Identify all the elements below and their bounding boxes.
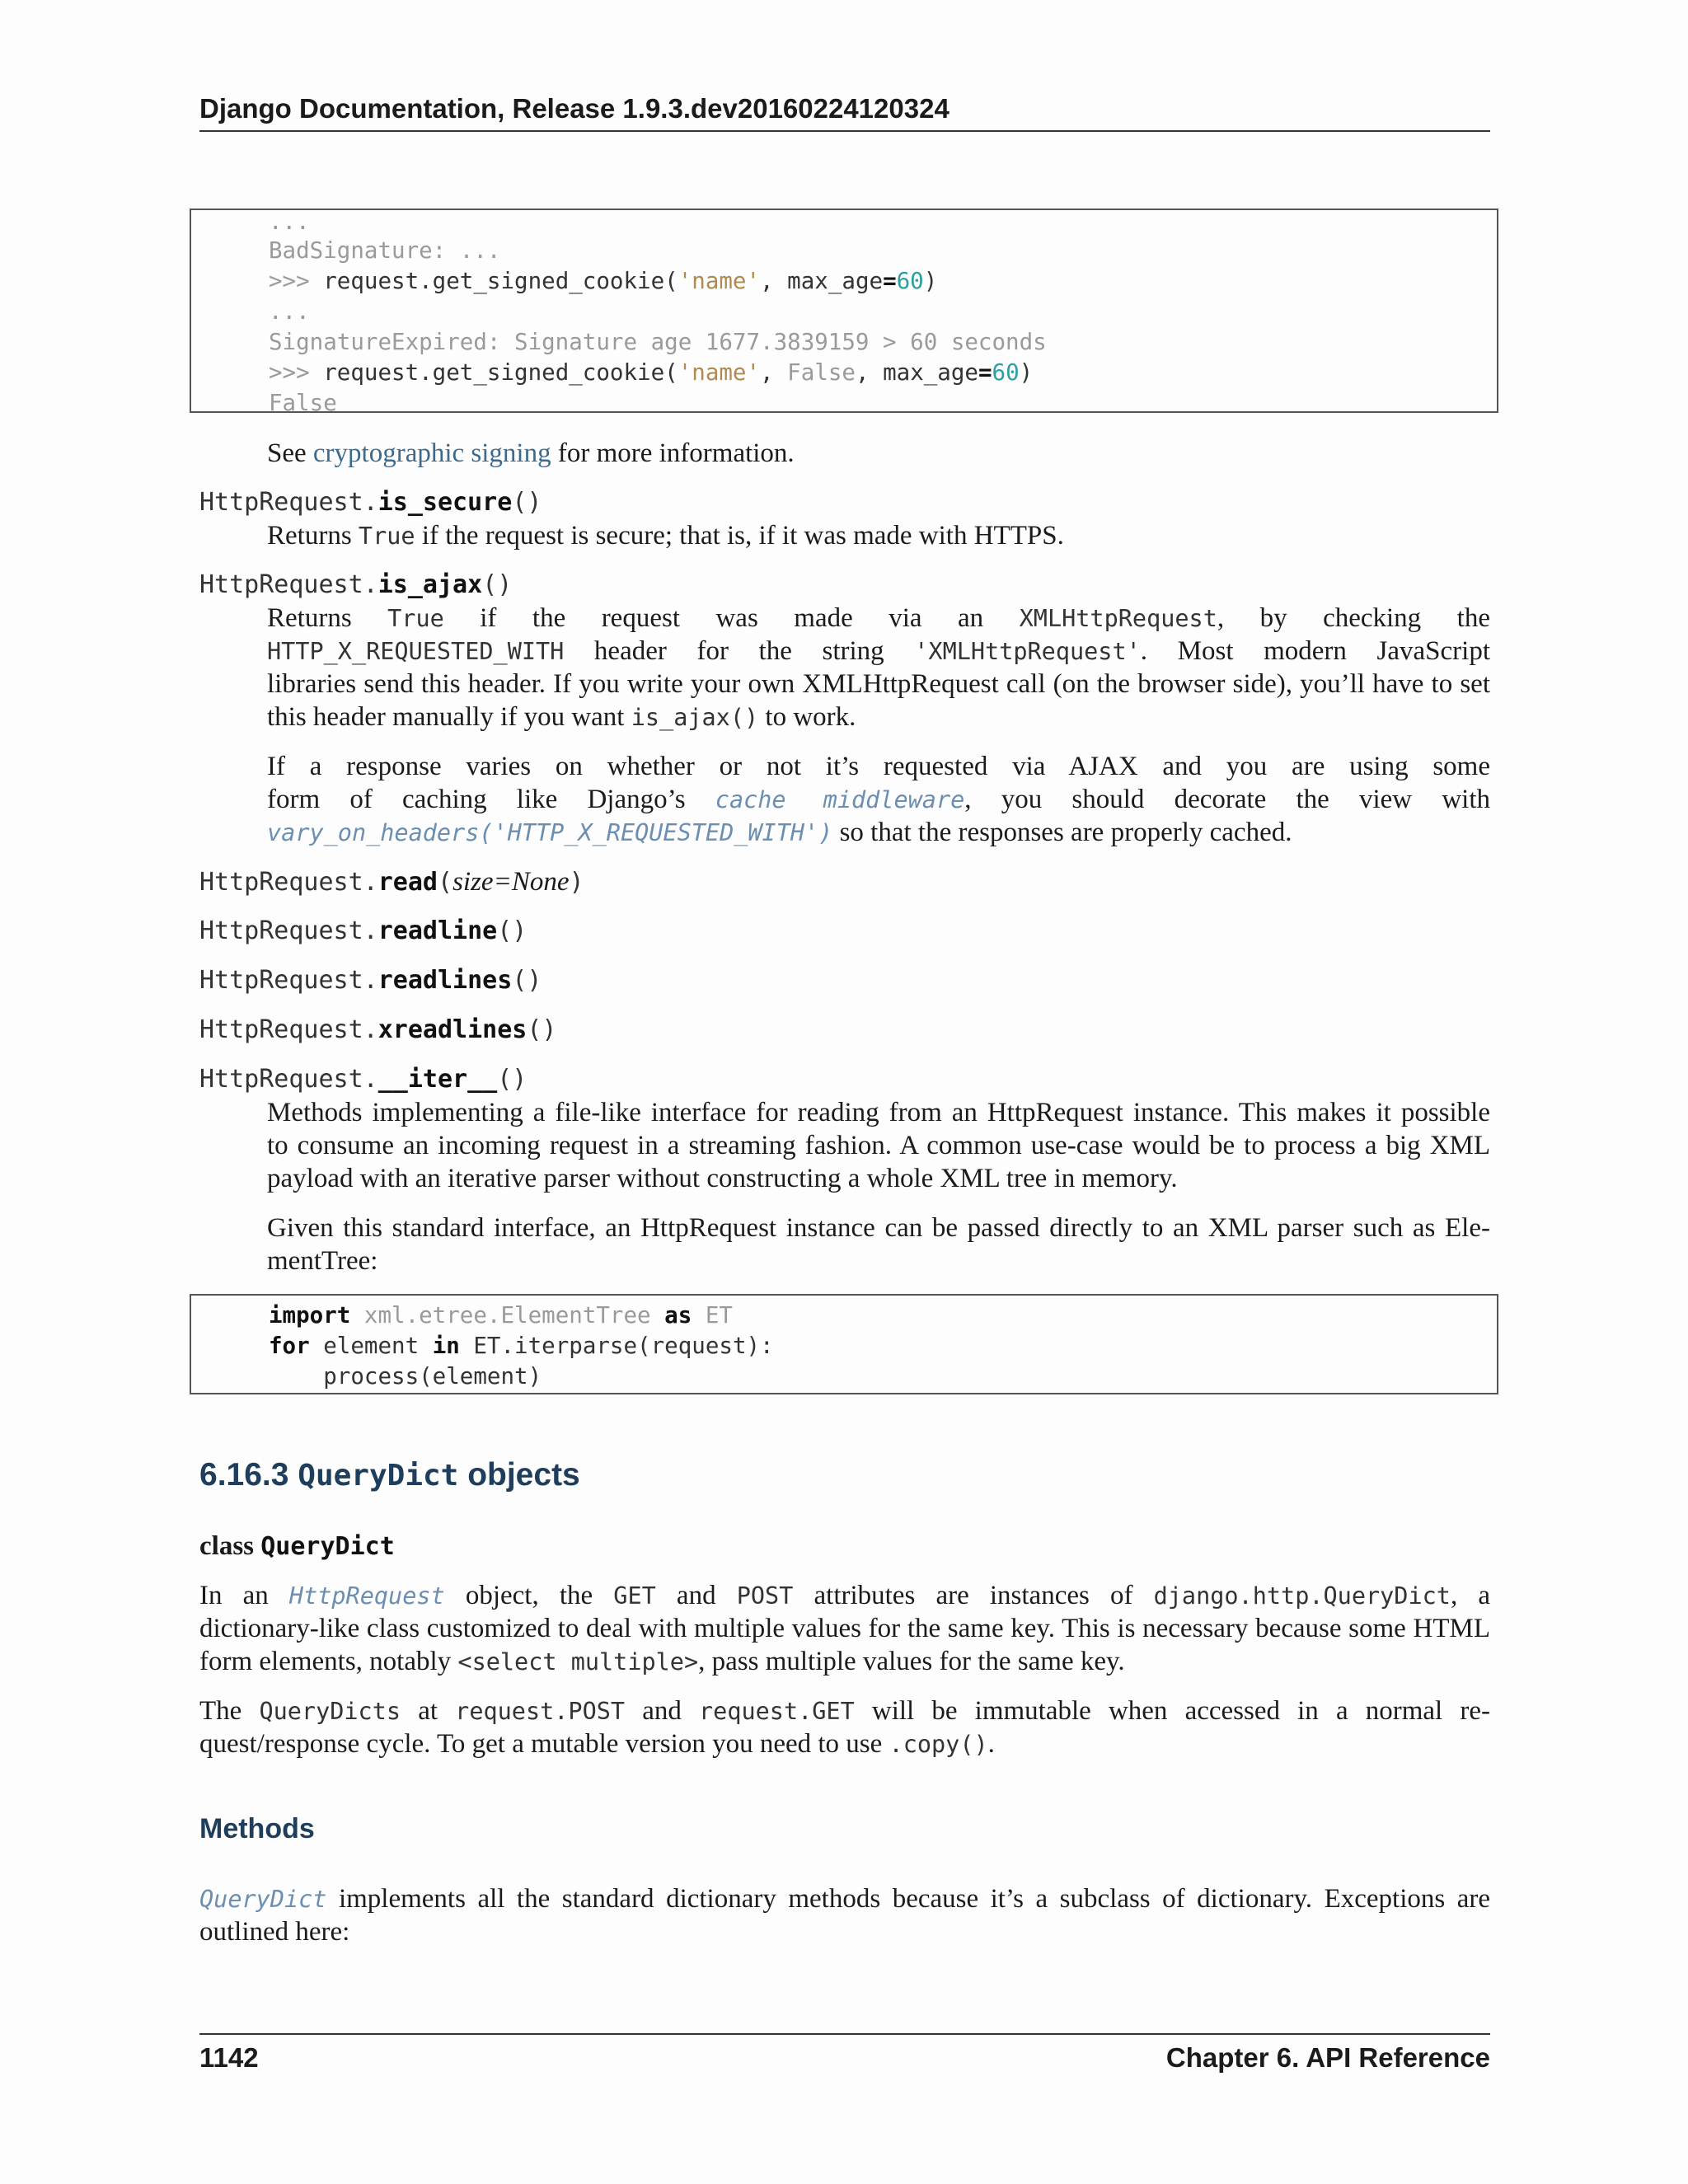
readlines-signature [199,964,542,997]
paragraph-line [199,1694,1490,1728]
parens: () [512,488,542,517]
method-name: is_secure [377,488,513,517]
code-string: 'name' [678,359,761,386]
code-operator: = [978,359,992,386]
httprequest-link[interactable]: HttpRequest [288,1582,445,1610]
text: if the request is secure; that is, if it was made with HTTPS. [415,521,1064,551]
is-ajax-signature [199,569,512,602]
code-block-signed-cookie [190,209,1498,416]
text: if the request was made via an [443,603,1020,633]
inline-code: .copy() [889,1731,988,1758]
inline-code: POST [736,1582,794,1610]
text: form of caching like Django’s [267,785,715,814]
text: will be immutable when accessed in a normal re- [854,1696,1490,1726]
code-line [269,266,937,297]
method-name: read [377,868,438,897]
code-text: ET.iterparse(request): [459,1333,774,1359]
text: so that the responses are properly cached. [832,818,1292,847]
code-constant: False [787,359,856,386]
text: form elements, notably [199,1647,458,1676]
text: and [625,1696,699,1726]
class-prefix: HttpRequest. [199,1065,378,1094]
code-line: ... [269,298,310,325]
paragraph-line [267,602,1490,635]
module-alias: ET [692,1302,733,1329]
class-prefix: HttpRequest. [199,1015,378,1044]
code-line: False [269,390,337,416]
text: , by checking the [1217,603,1490,633]
code-text: , max_age [855,359,978,386]
paragraph-line [199,1645,1125,1679]
code-block-elementtree [190,1294,1498,1394]
code-text: ) [923,268,938,294]
text: See [267,438,313,468]
text: Returns [267,603,388,633]
class-prefix: HttpRequest. [199,488,378,517]
code-call: request.get_signed_cookie( [323,359,678,386]
page-number: 1142 [199,2042,259,2073]
paragraph-line [267,701,856,734]
text: header for the string [564,636,915,666]
cache-middleware-link[interactable]: cache middleware [715,786,965,813]
methods-heading: Methods [199,1813,315,1844]
method-name: __iter__ [377,1065,498,1094]
method-name: readlines [377,966,513,995]
inline-code: GET [613,1582,656,1610]
class-name: QueryDict [260,1532,395,1561]
code-string: 'name' [678,268,761,294]
text: implements all the standard dictionary methods because it’s a subclass of dictionary. Exceptions are [326,1884,1490,1914]
class-prefix: HttpRequest. [199,966,378,995]
text: . [987,1729,995,1759]
paragraph-line: outlined here: [199,1917,350,1947]
code-number: 60 [896,268,924,294]
class-prefix: HttpRequest. [199,868,378,897]
paragraph-line [267,635,1490,668]
paragraph-line [199,1727,995,1761]
text: quest/response cycle. To get a mutable version you need to use [199,1729,889,1759]
section-number: 6.16.3 [199,1457,289,1493]
paragraph-line [199,1882,1490,1916]
paragraph-line: to consume an incoming request in a streaming fashion. A common use-case would be to process a big XML [267,1131,1490,1160]
code-text: , [760,359,788,386]
keyword: as [664,1302,692,1329]
paragraph-line: mentTree: [267,1246,378,1276]
inline-code: True [358,523,415,550]
code-line: SignatureExpired: Signature age 1677.3839159 > 60 seconds [269,329,1047,355]
text: attributes are instances of [793,1581,1154,1610]
text: to work. [758,702,856,732]
text: In an [199,1581,289,1610]
code-text: element [309,1333,433,1359]
parens: () [512,966,542,995]
keyword: import [269,1302,351,1329]
parens: () [497,1065,528,1094]
vary-on-headers-link[interactable]: vary_on_headers('HTTP_X_REQUESTED_WITH') [267,819,833,846]
inline-code: 'XMLHttpRequest' [914,638,1141,665]
parens: () [497,916,528,945]
paragraph-line: dictionary-like class customized to deal with multiple values for the same key. This is necessary because some HTML [199,1614,1490,1643]
code-line: ... [269,209,310,235]
inline-code: XMLHttpRequest [1019,605,1217,632]
cryptographic-signing-link[interactable]: cryptographic signing [312,438,551,468]
section-word: objects [467,1457,580,1493]
code-line [269,1301,733,1331]
class-declaration [199,1530,395,1563]
code-number: 60 [992,359,1020,386]
paragraph-line [267,783,1490,817]
text: object, the [444,1581,614,1610]
paragraph-line: If a response varies on whether or not it’s requested via AJAX and you are using some [267,752,1490,781]
text: for more information. [551,438,795,468]
chapter-title: Chapter 6. API Reference [1165,2042,1490,2073]
inline-code: request.POST [455,1698,626,1725]
paragraph-line: Methods implementing a file-like interface for reading from an HttpRequest instance. This makes it possible [267,1098,1490,1127]
code-operator: = [883,268,897,294]
footer-rule [199,2033,1490,2035]
iter-signature [199,1063,527,1096]
text: , a [1450,1581,1490,1610]
code-text: ) [1019,359,1034,386]
method-name: xreadlines [377,1015,528,1044]
paragraph-line: libraries send this header. If you write your own XMLHttpRequest call (on the browser side), you’ll have to set [267,669,1490,699]
is-secure-signature [199,486,542,519]
keyword: for [269,1333,310,1359]
keyword: in [432,1333,460,1359]
text: at [401,1696,456,1726]
paren: ) [569,868,584,897]
module-name: xml.etree.ElementTree [350,1302,665,1329]
inline-code: True [387,605,444,632]
inline-code: django.http.QueryDict [1153,1582,1451,1610]
xreadlines-signature [199,1014,557,1047]
parens: () [482,570,513,599]
querydict-link[interactable]: QueryDict [199,1886,327,1913]
paragraph-line: Given this standard interface, an HttpRequest instance can be passed directly to an XML parser such as Ele- [267,1213,1490,1243]
text: The [199,1696,260,1726]
inline-code: QueryDicts [259,1698,401,1725]
is-secure-description [267,519,1064,553]
class-prefix: HttpRequest. [199,916,378,945]
method-name: readline [377,916,498,945]
parens: () [527,1015,557,1044]
section-code: QueryDict [298,1459,459,1493]
paragraph-line [267,816,1292,850]
inline-code: HTTP_X_REQUESTED_WITH [267,638,565,665]
code-line [269,358,1033,388]
code-line [269,1331,774,1361]
code-line: process(element) [269,1363,542,1390]
see-more-paragraph [267,437,795,470]
inline-code: is_ajax() [631,704,759,731]
paragraph-line: payload with an iterative parser without constructing a whole XML tree in memory. [267,1164,1178,1193]
paragraph-line [199,1579,1490,1613]
running-header: Django Documentation, Release 1.9.3.dev20160224120324 [199,92,1490,132]
text: this header manually if you want [267,702,631,732]
text: Returns [267,521,359,551]
inline-code: request.GET [699,1698,855,1725]
text: . Most modern JavaScript [1140,636,1490,666]
inline-code: <select multiple> [457,1648,699,1675]
prompt: >>> [269,359,324,386]
text: , you should decorate the view with [964,785,1490,814]
argument: size=None [452,867,570,897]
class-prefix: HttpRequest. [199,570,378,599]
readline-signature [199,915,527,948]
code-line: BadSignature: ... [269,237,501,264]
text: , pass multiple values for the same key. [698,1647,1125,1676]
method-name: is_ajax [377,570,483,599]
text: and [655,1581,737,1610]
code-text: , max_age [760,268,884,294]
section-heading [199,1455,580,1496]
class-keyword: class [199,1531,261,1561]
read-signature [199,865,584,899]
code-call: request.get_signed_cookie( [323,268,678,294]
paren: ( [438,868,453,897]
prompt: >>> [269,268,324,294]
